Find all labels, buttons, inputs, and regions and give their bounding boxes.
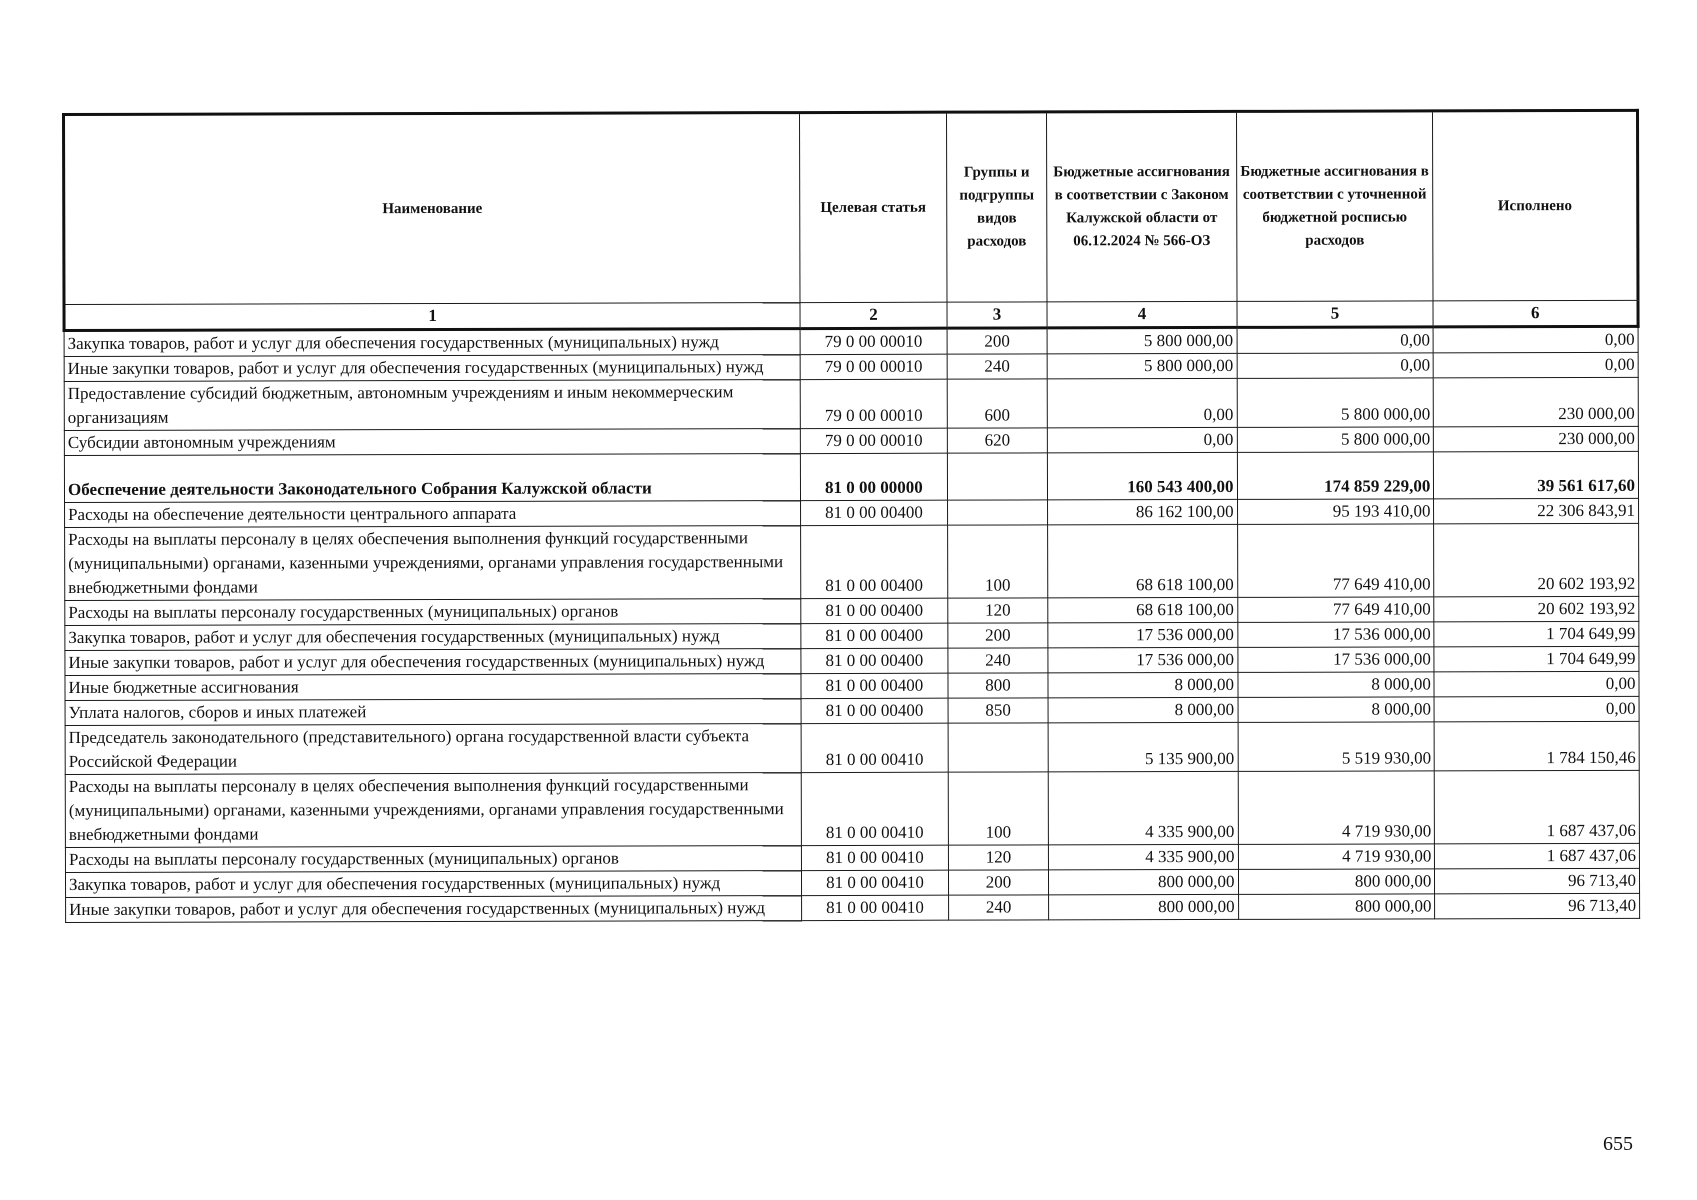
executed-amount-cell: 96 713,40 [1435, 868, 1640, 894]
table-row [64, 326, 1638, 356]
executed-amount-cell: 230 000,00 [1434, 426, 1639, 452]
executed-amount-cell: 0,00 [1434, 696, 1639, 722]
target-code-cell: 81 0 00 00410 [801, 723, 948, 772]
refined-amount-cell: 77 649 410,00 [1237, 524, 1434, 598]
table-row [65, 646, 1639, 675]
expense-group-cell: 100 [947, 525, 1048, 598]
row-name-cell: Расходы на выплаты персоналу государственных (муниципальных) органов [65, 846, 801, 873]
header-name: Наименование [64, 113, 801, 305]
header-executed: Исполнено [1433, 110, 1638, 301]
header-refined: Бюджетные ассигнования в соответствии с уточненной бюджетной росписью расходов [1236, 111, 1433, 302]
refined-amount-cell: 0,00 [1237, 353, 1434, 379]
target-code-cell: 81 0 00 00410 [802, 895, 949, 920]
expense-group-cell: 200 [948, 870, 1049, 895]
expense-group-cell: 100 [948, 772, 1049, 845]
row-name-cell: Иные бюджетные ассигнования [65, 674, 801, 701]
executed-amount-cell: 20 602 193,92 [1434, 596, 1639, 622]
expense-group-cell: 240 [947, 354, 1048, 379]
column-number: 3 [947, 302, 1048, 328]
refined-amount-cell: 5 800 000,00 [1237, 427, 1434, 453]
target-code-cell: 81 0 00 00400 [801, 525, 948, 598]
table-header [64, 110, 1639, 330]
header-target: Целевая статья [800, 112, 947, 302]
refined-amount-cell: 95 193 410,00 [1237, 499, 1434, 525]
table-row [65, 621, 1639, 650]
law-amount-cell: 86 162 100,00 [1048, 499, 1237, 524]
executed-amount-cell: 22 306 843,91 [1434, 498, 1639, 524]
law-amount-cell: 17 536 000,00 [1048, 647, 1237, 672]
law-amount-cell: 8 000,00 [1048, 697, 1237, 722]
column-number: 4 [1047, 301, 1236, 327]
refined-amount-cell: 4 719 930,00 [1238, 771, 1435, 845]
refined-amount-cell: 8 000,00 [1238, 697, 1435, 723]
column-number-row [64, 300, 1638, 330]
row-name-cell: Расходы на выплаты персоналу государственных (муниципальных) органов [65, 599, 801, 626]
target-code-cell: 81 0 00 00400 [801, 673, 948, 698]
expense-group-cell: 240 [948, 895, 1049, 920]
header-group: Группы и подгруппы видов расходов [946, 112, 1047, 302]
target-code-cell: 81 0 00 00400 [801, 500, 948, 525]
expense-group-cell: 800 [948, 673, 1049, 698]
expense-group-cell [947, 453, 1048, 500]
law-amount-cell: 800 000,00 [1049, 869, 1238, 894]
target-code-cell: 79 0 00 00010 [800, 379, 947, 428]
executed-amount-cell: 0,00 [1434, 352, 1639, 378]
law-amount-cell: 5 800 000,00 [1047, 353, 1236, 378]
executed-amount-cell: 39 561 617,60 [1434, 451, 1639, 499]
refined-amount-cell: 77 649 410,00 [1237, 597, 1434, 623]
executed-amount-cell: 1 687 437,06 [1435, 770, 1640, 844]
expense-group-cell [947, 500, 1048, 525]
refined-amount-cell: 0,00 [1237, 327, 1434, 354]
target-code-cell: 81 0 00 00400 [801, 648, 948, 673]
expense-group-cell: 240 [948, 648, 1049, 673]
table-row [65, 498, 1639, 527]
law-amount-cell: 5 800 000,00 [1047, 327, 1236, 353]
header-law: Бюджетные ассигнования в соответствии с Законом Калужской области от 06.12.2024 № 566-ОЗ [1047, 111, 1237, 301]
row-name-cell: Обеспечение деятельности Законодательного Собрания Калужской области [64, 454, 800, 503]
table-row [65, 843, 1639, 872]
refined-amount-cell: 4 719 930,00 [1238, 844, 1435, 870]
budget-table [62, 109, 1641, 923]
expense-group-cell: 600 [947, 379, 1048, 428]
law-amount-cell: 5 135 900,00 [1048, 722, 1237, 771]
table-row [65, 523, 1639, 600]
table-row [65, 696, 1639, 725]
law-amount-cell: 800 000,00 [1049, 894, 1238, 919]
executed-amount-cell: 1 784 150,46 [1435, 721, 1640, 771]
row-name-cell: Закупка товаров, работ и услуг для обеспечения государственных (муниципальных) нужд [64, 329, 800, 357]
refined-amount-cell: 174 859 229,00 [1237, 452, 1434, 500]
executed-amount-cell: 0,00 [1433, 326, 1638, 353]
row-name-cell: Иные закупки товаров, работ и услуг для обеспечения государственных (муниципальных) нужд [66, 896, 802, 923]
executed-amount-cell: 96 713,40 [1435, 893, 1640, 919]
refined-amount-cell: 800 000,00 [1238, 869, 1435, 895]
table-row [65, 596, 1639, 625]
law-amount-cell: 68 618 100,00 [1048, 524, 1237, 597]
table-row [65, 671, 1639, 700]
row-name-cell: Закупка товаров, работ и услуг для обеспечения государственных (муниципальных) нужд [65, 871, 801, 898]
executed-amount-cell: 0,00 [1434, 671, 1639, 697]
executed-amount-cell: 1 687 437,06 [1435, 843, 1640, 869]
law-amount-cell: 4 335 900,00 [1049, 844, 1238, 869]
target-code-cell: 81 0 00 00400 [801, 623, 948, 648]
table-row [64, 352, 1638, 381]
page-number: 655 [1603, 1133, 1633, 1155]
refined-amount-cell: 800 000,00 [1238, 894, 1435, 920]
row-name-cell: Субсидии автономным учреждениям [64, 429, 800, 456]
expense-group-cell: 850 [948, 698, 1049, 723]
column-number: 6 [1433, 300, 1638, 327]
table-row [65, 868, 1639, 897]
law-amount-cell: 4 335 900,00 [1049, 771, 1238, 844]
executed-amount-cell: 230 000,00 [1434, 377, 1639, 427]
refined-amount-cell: 5 800 000,00 [1237, 378, 1434, 428]
law-amount-cell: 0,00 [1048, 427, 1237, 452]
target-code-cell: 79 0 00 00010 [800, 428, 947, 453]
row-name-cell: Иные закупки товаров, работ и услуг для обеспечения государственных (муниципальных) нужд [65, 649, 801, 676]
executed-amount-cell: 20 602 193,92 [1434, 523, 1639, 597]
expense-group-cell: 620 [947, 428, 1048, 453]
row-name-cell: Предоставление субсидий бюджетным, автономным учреждениям и иным некоммерческим организациям [64, 380, 800, 431]
executed-amount-cell: 1 704 649,99 [1434, 621, 1639, 647]
law-amount-cell: 8 000,00 [1048, 672, 1237, 697]
target-code-cell: 81 0 00 00410 [802, 845, 949, 870]
law-amount-cell: 160 543 400,00 [1048, 452, 1237, 499]
target-code-cell: 81 0 00 00400 [801, 598, 948, 623]
row-name-cell: Председатель законодательного (представительного) органа государственной власти субъекта Российской Федерации [65, 724, 801, 775]
row-name-cell: Уплата налогов, сборов и иных платежей [65, 699, 801, 726]
row-name-cell: Закупка товаров, работ и услуг для обеспечения государственных (муниципальных) нужд [65, 624, 801, 651]
table-body [64, 326, 1640, 922]
executed-amount-cell: 1 704 649,99 [1434, 646, 1639, 672]
table-row [64, 426, 1638, 455]
table-row [64, 451, 1638, 502]
refined-amount-cell: 17 536 000,00 [1237, 622, 1434, 648]
refined-amount-cell: 8 000,00 [1237, 672, 1434, 698]
law-amount-cell: 17 536 000,00 [1048, 622, 1237, 647]
table-row [64, 377, 1638, 430]
expense-group-cell: 120 [948, 845, 1049, 870]
expense-group-cell: 200 [948, 623, 1049, 648]
row-name-cell: Расходы на выплаты персоналу в целях обеспечения выполнения функций государственными (муниципальными) органами, казенными учреждениями, органами управления государственными внебюджетными фондами [65, 526, 801, 601]
target-code-cell: 79 0 00 00010 [800, 354, 947, 379]
target-code-cell: 79 0 00 00010 [800, 328, 947, 354]
table-row [66, 893, 1640, 922]
expense-group-cell: 200 [947, 328, 1048, 354]
column-number: 1 [64, 303, 800, 331]
expense-group-cell [948, 723, 1049, 772]
target-code-cell: 81 0 00 00400 [801, 698, 948, 723]
target-code-cell: 81 0 00 00410 [802, 870, 949, 895]
refined-amount-cell: 5 519 930,00 [1238, 722, 1435, 772]
expense-group-cell: 120 [947, 598, 1048, 623]
law-amount-cell: 0,00 [1048, 378, 1237, 427]
row-name-cell: Расходы на обеспечение деятельности центрального аппарата [65, 501, 801, 528]
target-code-cell: 81 0 00 00410 [801, 772, 948, 845]
refined-amount-cell: 17 536 000,00 [1237, 647, 1434, 673]
column-number: 5 [1237, 301, 1434, 328]
table-row [65, 770, 1639, 847]
law-amount-cell: 68 618 100,00 [1048, 597, 1237, 622]
column-number: 2 [800, 302, 947, 328]
row-name-cell: Иные закупки товаров, работ и услуг для обеспечения государственных (муниципальных) нужд [64, 355, 800, 382]
row-name-cell: Расходы на выплаты персоналу в целях обеспечения выполнения функций государственными (муниципальными) органами, казенными учреждениями, органами управления государственными внебюджетными фондами [65, 773, 801, 848]
target-code-cell: 81 0 00 00000 [801, 453, 948, 500]
table-row [65, 721, 1639, 774]
